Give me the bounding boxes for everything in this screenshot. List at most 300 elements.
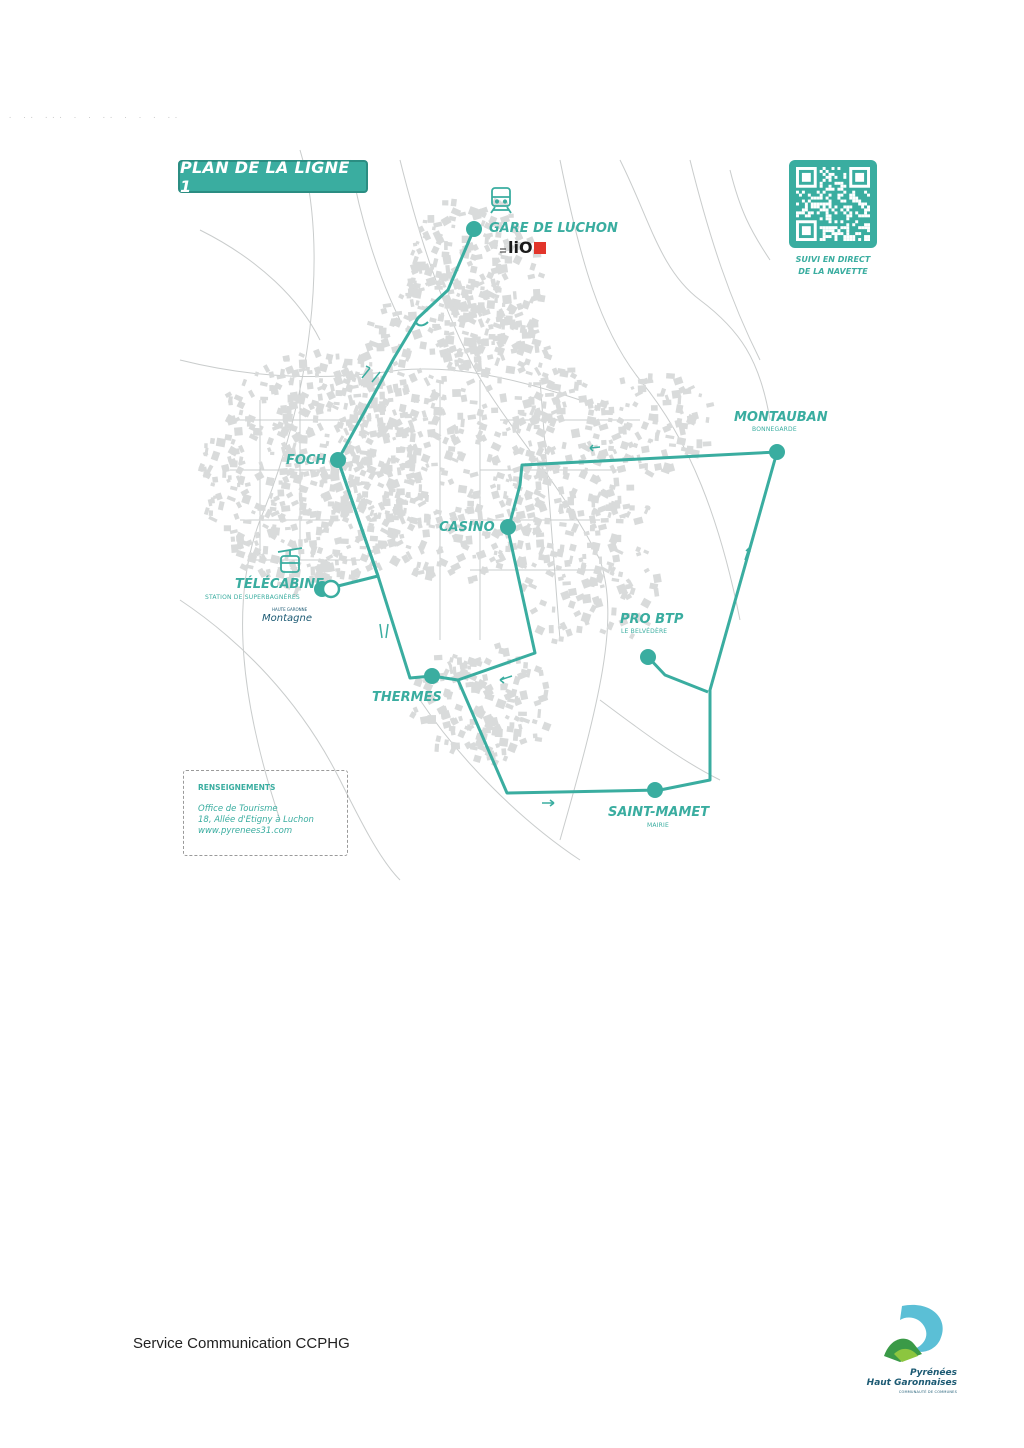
- qr-module: [840, 194, 843, 197]
- building: [613, 477, 619, 486]
- building: [501, 273, 508, 281]
- building: [484, 328, 489, 336]
- building: [400, 379, 407, 385]
- building: [440, 481, 445, 485]
- qr-module: [855, 232, 858, 235]
- building: [368, 413, 372, 419]
- qr-module: [805, 214, 808, 217]
- building: [410, 250, 415, 256]
- qr-module: [811, 203, 814, 206]
- building: [515, 396, 522, 400]
- building: [592, 501, 596, 507]
- building: [497, 484, 501, 490]
- qr-module: [840, 182, 843, 185]
- stop-label-foch: FOCH: [286, 453, 327, 468]
- building: [203, 472, 210, 478]
- building: [537, 709, 541, 718]
- building: [467, 501, 474, 506]
- building: [260, 381, 268, 386]
- building: [423, 441, 431, 448]
- logo-line: Pyrénées: [910, 1368, 957, 1378]
- building: [601, 518, 609, 523]
- building: [502, 432, 507, 436]
- building: [463, 469, 470, 474]
- building: [234, 394, 243, 402]
- qr-module: [843, 176, 846, 179]
- montagne-brand: Montagne: [262, 613, 312, 624]
- qr-module: [864, 235, 867, 238]
- qr-module: [861, 203, 864, 206]
- building: [505, 703, 514, 710]
- building: [468, 279, 475, 285]
- building: [367, 321, 375, 327]
- building: [423, 220, 428, 224]
- building: [491, 341, 494, 345]
- building: [251, 510, 256, 515]
- building: [571, 428, 581, 438]
- building: [490, 484, 496, 489]
- qr-finder-core: [802, 226, 811, 235]
- building: [216, 438, 226, 448]
- qr-module: [823, 238, 826, 241]
- building: [494, 551, 498, 556]
- qr-finder-core: [802, 173, 811, 182]
- building: [367, 526, 375, 533]
- building: [484, 657, 492, 665]
- building: [448, 478, 455, 485]
- qr-module: [829, 179, 832, 182]
- qr-module: [820, 170, 823, 173]
- building: [369, 430, 377, 437]
- building: [309, 540, 317, 546]
- building: [442, 437, 449, 445]
- building: [452, 389, 461, 397]
- building: [425, 463, 429, 468]
- building: [398, 294, 404, 300]
- building: [481, 369, 487, 377]
- building: [327, 408, 331, 411]
- qr-module: [834, 232, 837, 235]
- qr-module: [864, 203, 867, 206]
- stop-sub-saintmamet: MAIRIE: [647, 822, 669, 829]
- stop-label-montauban: MONTAUBAN: [734, 410, 828, 425]
- qr-module: [832, 232, 835, 235]
- building: [467, 724, 470, 728]
- building: [533, 391, 543, 401]
- qr-module: [852, 238, 855, 241]
- montagne-brand-top: HAUTE GARONNE: [272, 607, 308, 612]
- building: [299, 359, 308, 368]
- building: [298, 352, 305, 358]
- qr-module: [837, 188, 840, 191]
- building: [497, 377, 502, 384]
- qr-module: [802, 211, 805, 214]
- qr-module: [858, 232, 861, 235]
- qr-module: [826, 217, 829, 220]
- qr-module: [832, 173, 835, 176]
- building: [330, 468, 339, 477]
- building-blocks: [198, 198, 714, 767]
- qr-code[interactable]: [789, 160, 877, 248]
- building: [500, 319, 508, 325]
- stop-label-probtp: PRO BTP: [620, 612, 684, 627]
- building: [487, 300, 496, 309]
- building: [507, 698, 515, 703]
- qr-module: [826, 197, 829, 200]
- qr-module: [823, 226, 826, 229]
- building: [405, 293, 409, 296]
- qr-module: [837, 182, 840, 185]
- qr-module: [808, 214, 811, 217]
- info-office: Office de Tourisme: [198, 804, 278, 814]
- arrow-icon: [380, 624, 388, 638]
- building: [562, 401, 567, 408]
- rail-brand-text: liO: [508, 238, 533, 257]
- building: [248, 390, 255, 398]
- qr-module: [855, 200, 858, 203]
- qr-module: [826, 208, 829, 211]
- building: [209, 510, 213, 516]
- building: [284, 358, 290, 362]
- building: [399, 534, 404, 539]
- building: [618, 426, 625, 434]
- qr-module: [867, 226, 870, 229]
- building: [697, 439, 703, 448]
- building: [577, 510, 584, 517]
- qr-module: [843, 191, 846, 194]
- building: [353, 394, 361, 398]
- qr-module: [823, 173, 826, 176]
- building: [591, 542, 601, 551]
- qr-module: [840, 200, 843, 203]
- qr-module: [796, 211, 799, 214]
- building: [321, 521, 330, 528]
- building: [460, 419, 465, 428]
- building: [480, 286, 485, 290]
- building: [607, 512, 611, 518]
- building: [422, 231, 431, 241]
- building: [380, 527, 389, 534]
- building: [328, 501, 335, 506]
- building: [476, 550, 487, 560]
- qr-module: [846, 217, 849, 220]
- building: [277, 489, 284, 496]
- qr-module: [858, 214, 861, 217]
- building: [651, 405, 658, 411]
- building: [456, 553, 466, 562]
- qr-module: [840, 232, 843, 235]
- info-title: RENSEIGNEMENTS: [198, 783, 276, 792]
- qr-module: [796, 214, 799, 217]
- building: [456, 293, 461, 298]
- building: [494, 462, 498, 466]
- qr-module: [858, 226, 861, 229]
- building: [457, 451, 462, 454]
- stop-label-casino: CASINO: [439, 520, 495, 535]
- building: [290, 523, 298, 531]
- building: [259, 515, 265, 521]
- building: [233, 513, 239, 520]
- building: [512, 423, 519, 430]
- street: [690, 160, 760, 360]
- building: [330, 515, 338, 521]
- building: [633, 517, 643, 526]
- building: [546, 414, 552, 421]
- building: [348, 574, 355, 580]
- building: [526, 371, 533, 376]
- building: [543, 555, 550, 564]
- building: [462, 331, 469, 336]
- building: [570, 372, 577, 379]
- building: [326, 554, 334, 560]
- qr-module: [843, 238, 846, 241]
- building: [425, 572, 434, 581]
- building: [376, 343, 384, 351]
- building: [519, 690, 528, 700]
- building: [269, 492, 274, 499]
- building: [530, 607, 539, 615]
- qr-module: [861, 226, 864, 229]
- qr-module: [843, 185, 846, 188]
- building: [472, 555, 476, 559]
- building: [436, 561, 441, 567]
- building: [528, 583, 537, 590]
- building: [208, 516, 217, 523]
- qr-module: [817, 203, 820, 206]
- building: [319, 378, 323, 383]
- building: [578, 395, 587, 403]
- qr-module: [864, 238, 867, 241]
- building: [585, 425, 593, 430]
- qr-module: [826, 211, 829, 214]
- qr-module: [837, 232, 840, 235]
- building: [416, 248, 423, 255]
- building: [636, 552, 641, 557]
- building: [573, 610, 581, 617]
- building: [338, 555, 347, 562]
- building: [653, 573, 662, 583]
- ccphg-logo-tagline: COMMUNAUTÉ DE COMMUNES: [898, 1390, 957, 1394]
- qr-module: [840, 188, 843, 191]
- building: [518, 724, 523, 730]
- building: [632, 401, 638, 407]
- qr-module: [861, 214, 864, 217]
- building: [335, 560, 339, 565]
- building: [449, 322, 456, 327]
- qr-module: [829, 200, 832, 203]
- qr-module: [823, 208, 826, 211]
- building: [612, 555, 620, 563]
- building: [657, 394, 663, 397]
- qr-module: [811, 197, 814, 200]
- building: [487, 354, 494, 360]
- info-website[interactable]: www.pyrenees31.com: [198, 826, 293, 836]
- building: [517, 366, 526, 374]
- building: [211, 451, 220, 462]
- building: [589, 515, 596, 524]
- building: [559, 522, 567, 527]
- stop-label-gare: GARE DE LUCHON: [489, 221, 618, 236]
- building: [565, 628, 573, 636]
- building: [534, 367, 541, 376]
- building: [554, 498, 562, 504]
- stop-label-saintmamet: SAINT-MAMET: [608, 805, 710, 820]
- stop-dot-ring: [323, 581, 339, 597]
- building: [430, 434, 434, 438]
- building: [455, 507, 462, 513]
- building: [310, 480, 318, 486]
- building: [655, 432, 660, 441]
- building: [353, 484, 358, 493]
- qr-module: [834, 182, 837, 185]
- stop-dot: [330, 452, 346, 468]
- building: [424, 377, 431, 386]
- logo-line: Haut Garonnaises: [866, 1378, 957, 1388]
- building: [551, 638, 558, 644]
- qr-module: [823, 235, 826, 238]
- building: [538, 272, 545, 278]
- qr-module: [829, 229, 832, 232]
- building: [495, 698, 506, 709]
- building: [698, 393, 702, 397]
- building: [641, 421, 649, 430]
- building: [392, 409, 397, 416]
- building: [545, 393, 554, 397]
- building: [271, 499, 275, 502]
- building: [525, 450, 535, 458]
- building: [448, 446, 455, 452]
- building: [324, 434, 329, 438]
- building: [441, 470, 448, 476]
- building: [549, 625, 554, 633]
- qr-module: [852, 200, 855, 203]
- building: [558, 486, 564, 495]
- building: [429, 524, 436, 528]
- building: [552, 383, 561, 391]
- building: [417, 431, 423, 438]
- building: [254, 371, 259, 376]
- qr-module: [832, 229, 835, 232]
- building: [263, 364, 270, 373]
- building: [634, 431, 642, 440]
- stop-dot: [466, 221, 482, 237]
- building: [298, 549, 304, 554]
- building: [623, 504, 631, 510]
- stop-dot: [424, 668, 440, 684]
- building: [533, 382, 541, 385]
- qr-module: [829, 214, 832, 217]
- qr-module: [864, 226, 867, 229]
- building: [386, 385, 393, 394]
- building: [496, 287, 502, 292]
- qr-module: [846, 205, 849, 208]
- building: [598, 524, 607, 531]
- building: [326, 390, 336, 400]
- building: [303, 471, 310, 477]
- building: [478, 361, 482, 370]
- building: [496, 311, 503, 318]
- building: [234, 427, 243, 436]
- building: [461, 305, 469, 312]
- building: [461, 394, 468, 402]
- building: [571, 523, 579, 533]
- building: [345, 461, 353, 468]
- building: [534, 344, 539, 353]
- building: [535, 625, 546, 635]
- building: [475, 347, 483, 354]
- building: [611, 578, 619, 582]
- building: [408, 312, 417, 320]
- building: [560, 622, 568, 631]
- qr-module: [826, 226, 829, 229]
- building: [619, 377, 625, 384]
- stop-dot: [769, 444, 785, 460]
- building: [665, 435, 674, 440]
- building: [338, 435, 345, 443]
- building: [270, 555, 280, 565]
- building: [533, 527, 540, 534]
- building: [442, 255, 451, 265]
- building: [503, 755, 509, 761]
- qr-module: [805, 205, 808, 208]
- qr-module: [832, 188, 835, 191]
- qr-module: [846, 214, 849, 217]
- qr-module: [849, 238, 852, 241]
- building: [261, 397, 266, 403]
- building: [465, 682, 473, 688]
- building: [449, 726, 456, 732]
- building: [270, 507, 277, 511]
- building: [458, 485, 467, 494]
- qr-module: [811, 211, 814, 214]
- qr-module: [849, 211, 852, 214]
- building: [527, 274, 535, 280]
- qr-module: [829, 188, 832, 191]
- building: [224, 525, 231, 531]
- building: [485, 318, 490, 324]
- building: [472, 490, 481, 499]
- qr-module: [867, 214, 870, 217]
- qr-module: [817, 191, 820, 194]
- building: [538, 476, 542, 480]
- building: [622, 514, 626, 518]
- info-address: 18, Allée d'Etigny à Luchon: [198, 815, 314, 825]
- building: [441, 376, 447, 382]
- building: [496, 562, 504, 569]
- building: [432, 226, 436, 230]
- building: [262, 523, 269, 529]
- building: [434, 744, 439, 752]
- building: [375, 414, 379, 418]
- qr-module: [829, 173, 832, 176]
- building: [396, 447, 404, 453]
- building: [569, 389, 575, 394]
- building: [279, 480, 283, 484]
- building: [523, 532, 528, 537]
- building: [428, 374, 434, 379]
- qr-module: [820, 203, 823, 206]
- building: [490, 278, 496, 286]
- building: [521, 717, 531, 724]
- building: [544, 518, 550, 525]
- qr-module: [820, 226, 823, 229]
- building: [391, 455, 396, 463]
- building: [513, 291, 517, 299]
- building: [525, 542, 531, 550]
- building: [536, 539, 544, 547]
- building: [616, 519, 624, 524]
- building: [499, 393, 507, 403]
